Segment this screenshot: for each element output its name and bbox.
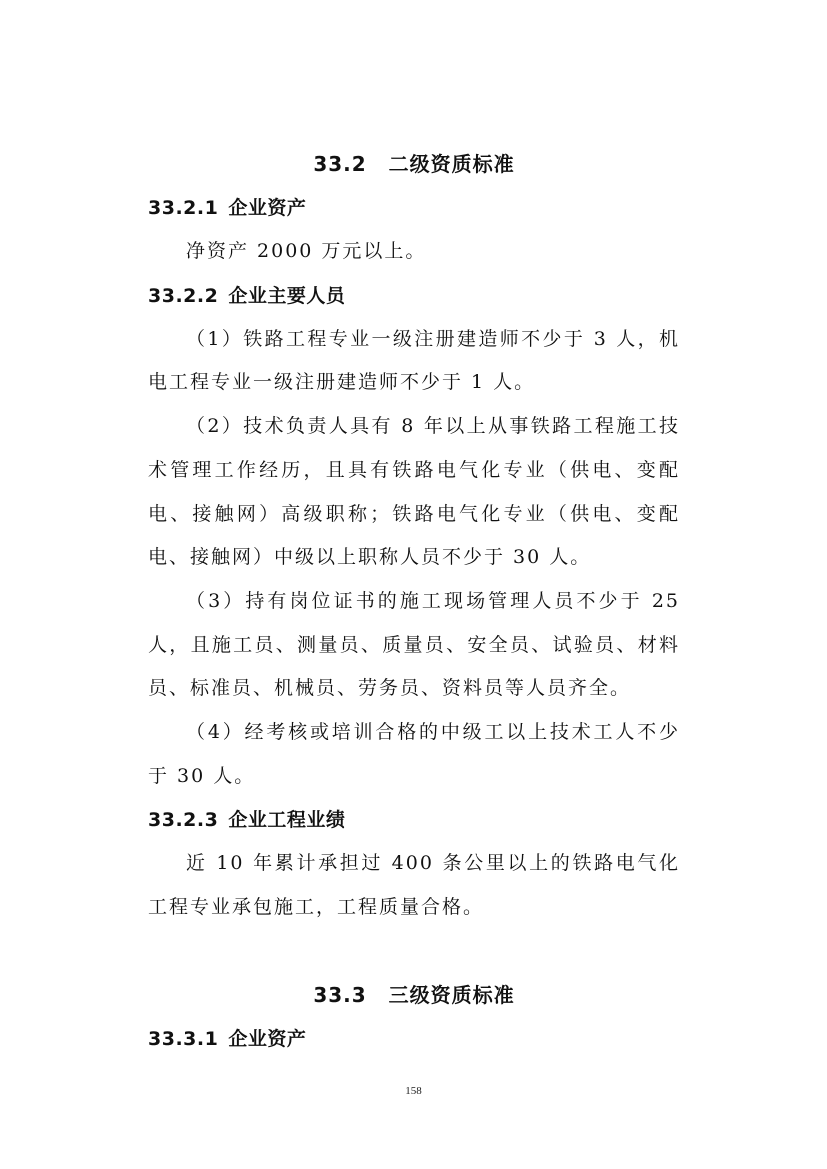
paragraph-personnel-item-4: （4）经考核或培训合格的中级工以上技术工人不少于 30 人。: [148, 721, 680, 787]
subsection-number: 33.2.3: [148, 809, 219, 832]
paragraph-personnel-item-1: （1）铁路工程专业一级注册建造师不少于 3 人，机电工程专业一级注册建造师不少于 1 人。: [148, 327, 680, 394]
subsection-title-text: 企业主要人员: [228, 284, 346, 307]
paragraph-net-assets: 净资产 2000 万元以上。: [186, 240, 427, 262]
subsection-title-text: 企业资产: [228, 197, 307, 219]
paragraph-personnel-item-2: （2）技术负责人具有 8 年以上从事铁路工程施工技术管理工作经历，且具有铁路电气化专业（供电、变配电、接触网）高级职称；铁路电气化专业（供电、变配电、接触网）中级以上职称人员不少于 30 人。: [148, 415, 680, 569]
subsection-number: 33.2.1: [148, 197, 219, 219]
paragraph-performance: 近 10 年累计承担过 400 条公里以上的铁路电气化工程专业承包施工，工程质量合格。: [148, 852, 680, 919]
section-title-text: 二级资质标准: [388, 152, 515, 176]
subsection-title-text: 企业资产: [228, 1027, 307, 1050]
subsection-heading-33-2-3: [148, 798, 680, 842]
subsection-heading-33-2-1: [148, 186, 680, 230]
subsection-heading-33-2-2: [148, 274, 680, 318]
page-number: 158: [405, 1085, 422, 1097]
paragraph-personnel-item-3: （3）持有岗位证书的施工现场管理人员不少于 25 人，且施工员、测量员、质量员、安全员、试验员、材料员、标准员、机械员、劳务员、资料员等人员齐全。: [148, 589, 680, 700]
section-title-text: 三级资质标准: [388, 982, 515, 1007]
document-body: [148, 142, 680, 1061]
subsection-title-text: 企业工程业绩: [228, 809, 346, 832]
section-spacer: [148, 930, 680, 973]
section-number: 33.2: [313, 152, 367, 176]
subsection-number: 33.2.2: [148, 284, 219, 307]
section-number: 33.3: [313, 982, 367, 1007]
subsection-heading-33-3-1: [148, 1017, 680, 1061]
section-heading-33-2: [148, 142, 680, 186]
section-heading-33-3: [148, 973, 680, 1017]
subsection-number: 33.3.1: [148, 1027, 219, 1050]
